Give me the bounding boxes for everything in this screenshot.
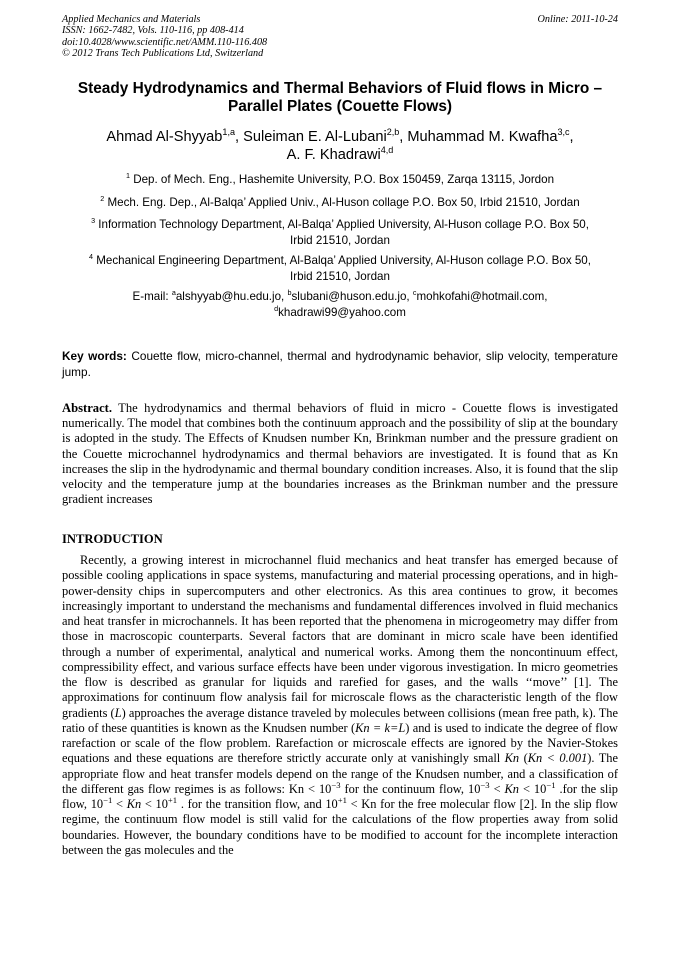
title-line-2: Parallel Plates (Couette Flows)	[227, 98, 453, 115]
title-line-1: Steady Hydrodynamics and Thermal Behaviors of Fluid flows in Micro –	[77, 80, 603, 97]
intro-text: < 10	[141, 797, 168, 811]
affiliation-3	[62, 217, 618, 248]
intro-text: for the continuum flow, 10	[340, 781, 481, 796]
affiliation-2	[62, 195, 618, 211]
intro-text: <	[489, 781, 505, 796]
math-symbol: Kn	[504, 751, 520, 766]
exponent: −1	[546, 779, 556, 790]
email-address[interactable]: khadrawi99@yahoo.com	[278, 305, 406, 319]
copyright-line: © 2012 Trans Tech Publications Ltd, Switzerland	[62, 48, 264, 60]
email-mark: c	[412, 288, 417, 298]
math-expression: Kn = k=L	[355, 720, 406, 735]
issn-line: ISSN: 1662-7482, Vols. 110-116, pp 408-414	[62, 25, 244, 37]
journal-name: Applied Mechanics and Materials	[62, 14, 201, 25]
author-name: A. F. Khadrawi	[286, 147, 381, 163]
abstract-label: Abstract.	[62, 401, 113, 415]
affiliation-text: Dep. of Mech. Eng., Hashemite University, P.O. Box 150459, Zarqa 13115, Jordon	[133, 173, 555, 186]
author-name: Muhammad M. Kwafha	[407, 129, 558, 145]
intro-text: < 10	[519, 781, 547, 796]
email-address[interactable]: slubani@huson.edu.jo	[291, 290, 407, 303]
author-list	[62, 128, 618, 164]
intro-text: ). The appropriate flow and heat transfer models depend on the range of the Knudsen number, and a classification of the different gas flow regimes is as follows: Kn < 10	[62, 751, 618, 796]
exponent: −3	[331, 779, 341, 790]
email-block: E-mail: $^a$alshyyab@hu.edu.jo, $^b$slubani@huson.edu.jo, $^c$mohkofahi@hotmail.com, $^d$khadrawi99@yahoo.com	[132, 288, 548, 319]
affiliation-text: Mechanical Engineering Department, Al-Balqa’ Applied University, Al-Huson collage P.O. Box 50,	[96, 254, 591, 267]
author-name: Suleiman E. Al-Lubani	[243, 129, 387, 145]
email-mark: a	[171, 288, 176, 298]
paper-title	[62, 80, 618, 116]
email-mark: d	[274, 303, 279, 313]
email-address[interactable]: mohkofahi@hotmail.com	[416, 290, 545, 303]
email-address[interactable]: alshyyab@hu.edu.jo	[175, 290, 282, 303]
email-mark: b	[287, 288, 292, 298]
abstract-text: The hydrodynamics and thermal behaviors of fluid in micro - Couette flows is investigated numerically. The model that combines both the continuum approach and the possibility of slip at the boundary is adopted in the study. The Effects of Knudsen number Kn, Brinkman number and the pressure gradient on the Couette microchannel hydrodynamics and thermal behaviors are investigated. It is found that as Kn increases the slip in the hydrodynamic and thermal boundary condition increases. Also, it is found that the slip velocity and the temperature jump at the boundaries increases as the Brinkman number and the pressure gradient increases	[62, 401, 618, 507]
intro-text: ) approaches the average distance traveled by molecules between collisions (mean free path, k). The ratio of these quantities is known as the Knudsen number (	[62, 705, 618, 735]
journal-header	[62, 14, 618, 60]
authors-line-1: Ahmad Al-Shyyab$^{1,a}$, Suleiman E. Al-Lubani$^{2,b}$, Muhammad M. Kwafha$^{3,c}$,	[106, 127, 574, 145]
intro-text: .for the slip flow, 10	[62, 781, 619, 811]
affiliation-4	[62, 253, 618, 284]
intro-text: ) and is used to indicate the degree of flow rarefaction or scale of the flow problem. Rarefaction or microscale effects are ignored by the Navier-Stokes equations and these equations are therefore strictly accurate only at vanishingly small	[62, 720, 618, 766]
intro-text: < Kn for the free molecular flow [2]. In the slip flow regime, the continuum flow model is still valid for the calculations of the flow properties away from solid boundaries. However, the boundary conditions have to be modified to account for the incomplete interaction between the gas molecules and the	[62, 797, 619, 857]
author-affil-mark: 2,b	[386, 127, 400, 138]
math-symbol: Kn	[504, 781, 519, 796]
doi-line: doi:10.4028/www.scientific.net/AMM.110-116.408	[62, 36, 268, 48]
intro-text: (	[519, 751, 528, 766]
authors-line-2	[62, 146, 618, 164]
author-name: Ahmad Al-Shyyab	[106, 129, 223, 145]
intro-text: <	[112, 797, 127, 811]
author-affil-mark: 3,c	[557, 127, 570, 138]
intro-paragraph	[62, 553, 618, 858]
affiliation-text-cont: Irbid 21510, Jordan	[290, 269, 390, 283]
keywords-label: Key words:	[62, 349, 127, 363]
math-expression: Kn < 0.001	[527, 751, 588, 766]
author-affil-mark: 1,a	[222, 127, 235, 138]
affiliation-number: 3	[91, 216, 96, 226]
affiliation-text: Mech. Eng. Dep., Al-Balqa’ Applied Univ., Al-Huson collage P.O. Box 50, Irbid 21510, Jordan	[107, 196, 580, 209]
intro-text: Recently, a growing interest in microchannel fluid mechanics and heat transfer has emerged because of possible cooling applications in space systems, manufacturing and material processing operations, and in high-power-density chips in supercomputers and other electronics. As this area continues to grow, it becomes increasingly important to understand the mechanisms and fundamental differences involved in fluid mechanics and heat transfer in microchannels. It has been reported that the phenomena in microgeometry may differ from those in macroscopic counterparts. Several factors that are dominant in micro scale have been identified through a number of experimental, analytical and numerical works. Among them the noncontinuum effect, compressibility effect, and various surface effects have been under vigorous investigation. In micro geometries the flow is described as granular for liquids and rarefied for gases, and the walls ‘‘move’’ [1]. The approximations for continuum flow analysis fail for microscale flows as the characteristic length of the flow gradients (	[62, 553, 618, 720]
exponent: +1	[337, 794, 347, 805]
affiliation-number: 2	[100, 194, 105, 204]
affiliation-text-cont: Irbid 21510, Jordan	[290, 233, 390, 247]
online-date: Online: 2011-10-24	[537, 14, 618, 25]
affiliation-number: 4	[89, 252, 94, 262]
math-symbol: L	[114, 705, 122, 720]
keywords-text: Couette flow, micro-channel, thermal and hydrodynamic behavior, slip velocity, temperature jump.	[62, 349, 618, 379]
exponent: −1	[103, 794, 113, 805]
exponent: +1	[167, 794, 178, 805]
exponent: −3	[480, 779, 490, 790]
author-affil-mark: 4,d	[380, 145, 394, 156]
affiliation-1	[62, 172, 618, 188]
affiliation-number: 1	[125, 171, 130, 181]
affiliation-text: Information Technology Department, Al-Balqa’ Applied University, Al-Huson collage P.O. Box 50,	[98, 218, 589, 231]
email-label: E-mail:	[132, 290, 172, 303]
math-symbol: Kn	[126, 797, 142, 811]
intro-text: . for the transition flow, and 10	[177, 797, 338, 811]
section-heading: INTRODUCTION	[62, 532, 163, 546]
abstract-paragraph	[62, 401, 618, 507]
keywords-paragraph	[62, 348, 618, 380]
